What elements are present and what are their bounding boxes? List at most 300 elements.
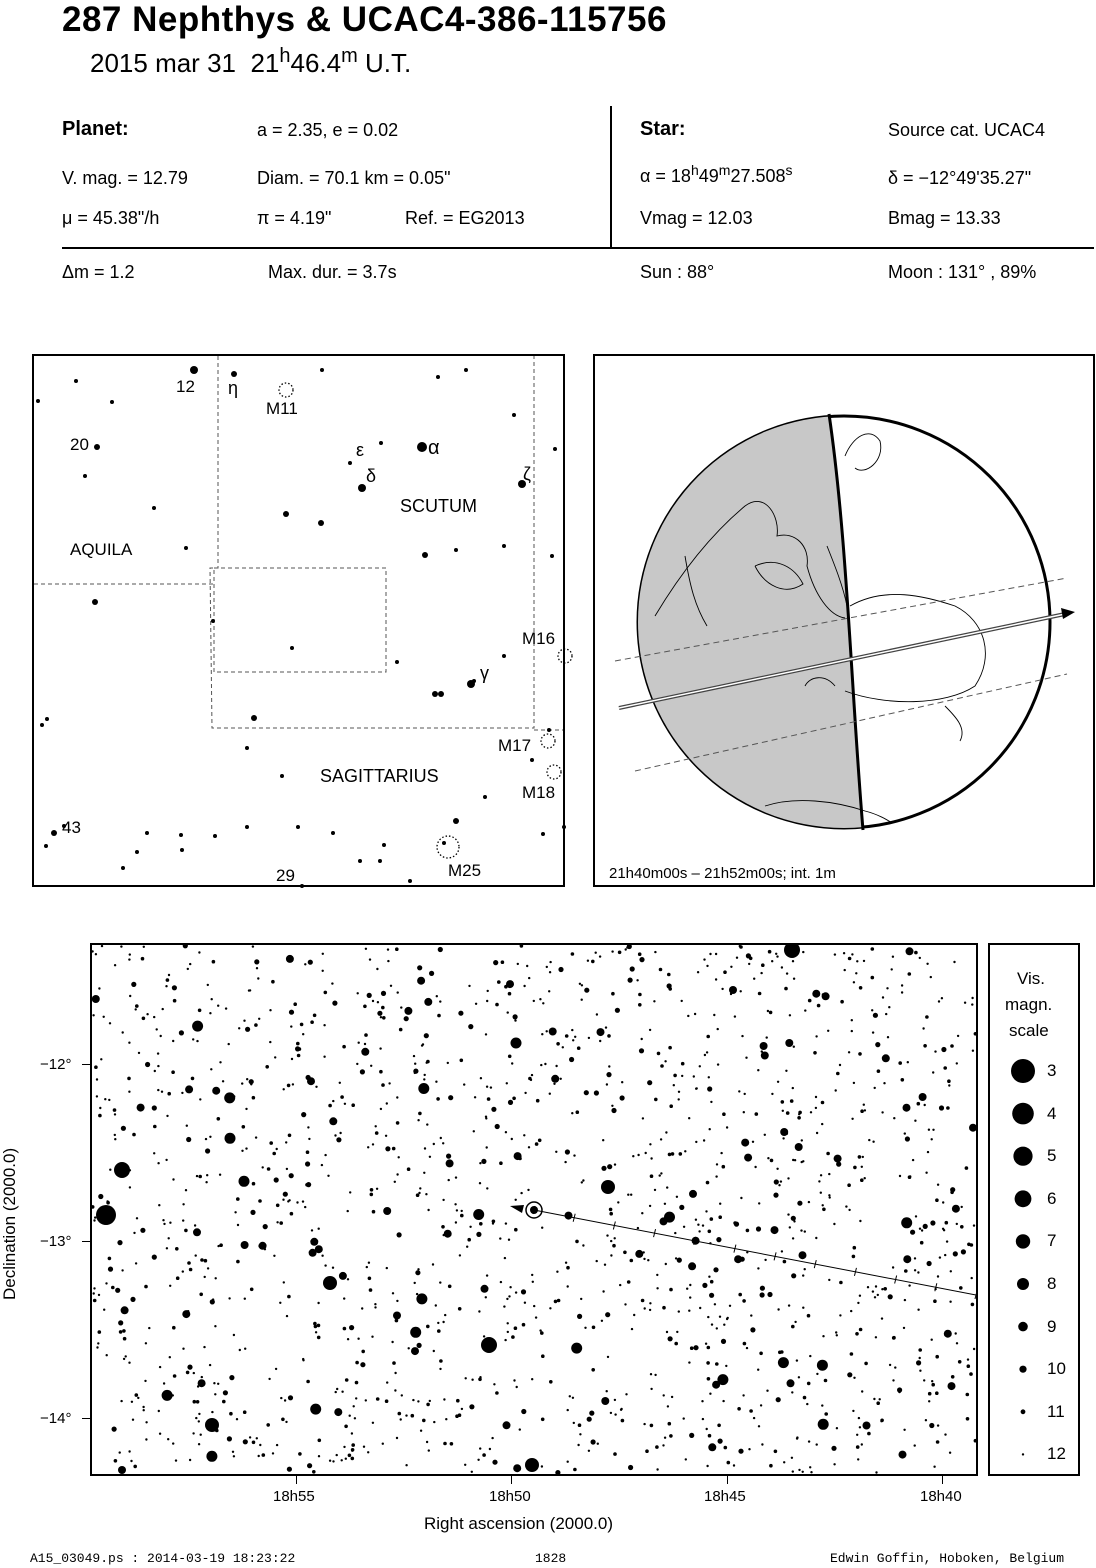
field-star [169, 1222, 171, 1224]
field-star [644, 1307, 646, 1309]
field-star [843, 952, 845, 954]
field-star [332, 1460, 334, 1462]
field-star [475, 1003, 477, 1005]
field-star [356, 1063, 358, 1065]
field-star [109, 1169, 111, 1171]
field-star [187, 968, 189, 970]
field-star [791, 1216, 796, 1221]
field-star [463, 1083, 465, 1085]
field-star [131, 982, 136, 987]
star-ra-min: 49 [698, 166, 719, 186]
field-star [660, 1138, 662, 1140]
field-star [367, 1146, 369, 1148]
field-star [812, 990, 820, 998]
field-star [803, 1396, 807, 1400]
field-star [371, 1336, 373, 1338]
field-star [152, 1255, 157, 1260]
field-star [859, 1426, 861, 1428]
field-star [548, 990, 550, 992]
field-star [523, 1134, 525, 1136]
field-star [256, 967, 258, 969]
field-star [285, 1141, 287, 1143]
field-star [630, 1194, 632, 1196]
star-dec: δ = −12°49'35.27" [888, 168, 1032, 188]
finder-star [290, 646, 294, 650]
field-star [848, 1209, 850, 1211]
field-star [302, 1200, 304, 1202]
field-star [666, 1331, 668, 1333]
finder-label: 20 [70, 435, 89, 454]
field-star [205, 1148, 210, 1153]
field-star [196, 1175, 198, 1177]
field-star [189, 963, 191, 965]
field-star [295, 1046, 300, 1051]
field-star [214, 1393, 216, 1395]
field-star [416, 1293, 418, 1295]
field-star [465, 1377, 467, 1379]
field-star [835, 1331, 837, 1333]
field-star [461, 1408, 463, 1410]
field-star [239, 1176, 250, 1187]
field-star [757, 1267, 759, 1269]
field-star [787, 1177, 789, 1179]
field-star [219, 1061, 221, 1063]
field-star [157, 1162, 159, 1164]
field-star [707, 1346, 711, 1350]
field-star [486, 1000, 488, 1002]
field-star [790, 1099, 794, 1103]
field-star [752, 1141, 754, 1143]
field-star [264, 1248, 266, 1250]
field-star [198, 1009, 202, 1013]
field-star [743, 1342, 747, 1346]
field-star [750, 1327, 755, 1332]
field-star [286, 1168, 288, 1170]
field-star [479, 1162, 481, 1164]
field-star [186, 1125, 188, 1127]
field-star [880, 1420, 882, 1422]
star-vmag: Vmag = 12.03 [640, 208, 753, 228]
field-star [334, 1408, 342, 1416]
field-star [459, 1254, 461, 1256]
legend-title: scale [1009, 1021, 1049, 1040]
field-star [546, 966, 548, 968]
field-star [281, 1418, 285, 1422]
field-star [290, 1212, 294, 1216]
field-star [304, 963, 306, 965]
field-star [947, 1079, 951, 1083]
field-star [101, 945, 103, 947]
field-star [400, 1006, 402, 1008]
field-star [386, 1267, 388, 1269]
field-star [401, 1394, 403, 1396]
field-star [460, 1059, 464, 1063]
field-star [909, 1175, 911, 1177]
field-star [385, 1399, 389, 1403]
field-star [857, 1458, 859, 1460]
field-star [414, 1282, 416, 1284]
field-star [573, 1468, 577, 1472]
ytick [82, 1418, 90, 1419]
field-star [372, 1000, 374, 1002]
field-star [925, 1419, 927, 1421]
field-star [245, 1108, 247, 1110]
field-star [391, 1341, 393, 1343]
field-star [394, 1181, 396, 1183]
legend-mag-label: 9 [1047, 1316, 1057, 1336]
field-star [941, 997, 943, 999]
field-star [145, 1062, 150, 1067]
field-star [154, 1070, 156, 1072]
field-star [495, 1003, 499, 1007]
field-star [181, 1092, 183, 1094]
field-star [815, 1107, 817, 1109]
field-star [800, 1229, 802, 1231]
field-star [242, 1125, 246, 1129]
field-star [754, 1166, 756, 1168]
field-star [288, 1134, 292, 1138]
field-star [400, 1418, 402, 1420]
field-star [723, 970, 727, 974]
finder-label: α [428, 437, 440, 459]
field-star [493, 1383, 495, 1385]
field-star [280, 1397, 282, 1399]
field-star [839, 1314, 841, 1316]
field-star [382, 1016, 386, 1020]
field-star [415, 1270, 420, 1275]
field-star [447, 1062, 449, 1064]
field-star [656, 1274, 658, 1276]
field-star [168, 974, 170, 976]
field-star [734, 1222, 739, 1227]
field-star [654, 1374, 656, 1376]
field-star [481, 1285, 489, 1293]
field-star [329, 1117, 337, 1125]
field-star [390, 985, 392, 987]
field-star [601, 1166, 606, 1171]
field-star [369, 958, 371, 960]
field-star [718, 1215, 722, 1219]
field-star [357, 1338, 359, 1340]
field-star [211, 1411, 213, 1413]
field-star [853, 1246, 857, 1250]
field-star [437, 1329, 441, 1333]
field-star [807, 1314, 811, 1318]
field-star [684, 1150, 686, 1152]
field-star [769, 1011, 773, 1015]
field-star [851, 1019, 853, 1021]
field-star [864, 1109, 866, 1111]
field-star [394, 1389, 396, 1391]
field-star [549, 1028, 557, 1036]
finder-labels [62, 377, 555, 885]
field-star [810, 1471, 812, 1473]
field-star [524, 1092, 526, 1094]
field-star [554, 1300, 558, 1304]
field-star [248, 989, 250, 991]
xtick [942, 1476, 943, 1484]
direction-arrow-icon [1061, 608, 1075, 619]
field-star [121, 1306, 129, 1314]
field-star [873, 1013, 878, 1018]
field-star [789, 1226, 791, 1228]
field-star [662, 1306, 666, 1310]
field-star [169, 1356, 171, 1358]
field-star [619, 1284, 621, 1286]
field-star [132, 1133, 136, 1137]
field-star [617, 1201, 619, 1203]
field-star [758, 1202, 760, 1204]
field-star [123, 1337, 127, 1341]
field-star [703, 1139, 705, 1141]
field-star [245, 1147, 247, 1149]
field-star [396, 1173, 398, 1175]
field-star [322, 953, 324, 955]
field-star [649, 1302, 651, 1304]
field-star [549, 971, 551, 973]
hour-unit: h [279, 45, 291, 67]
field-star [217, 1383, 219, 1385]
field-star [710, 1101, 712, 1103]
field-star [973, 1348, 975, 1350]
field-star [966, 1393, 970, 1397]
field-star [506, 1298, 508, 1300]
field-star [713, 1014, 715, 1016]
field-star [663, 1394, 665, 1396]
field-star [313, 1322, 317, 1326]
field-star [349, 1191, 351, 1193]
field-star [135, 1262, 137, 1264]
field-star [423, 1078, 425, 1080]
field-star [964, 1002, 966, 1004]
field-star [716, 1327, 718, 1329]
field-star [744, 1154, 752, 1162]
field-star [874, 1296, 876, 1298]
field-star [411, 1347, 419, 1355]
field-star [287, 1200, 289, 1202]
field-star [315, 1245, 323, 1253]
finder-star [483, 795, 487, 799]
field-star [172, 1394, 174, 1396]
field-star [408, 1347, 410, 1349]
field-star [443, 1398, 445, 1400]
finder-star [245, 825, 249, 829]
field-star [368, 1277, 372, 1281]
field-star [394, 1372, 396, 1374]
field-star [853, 981, 855, 983]
field-star [323, 1056, 325, 1058]
field-star [214, 1325, 216, 1327]
field-star [363, 1446, 365, 1448]
field-star [641, 1299, 645, 1303]
field-star [353, 1405, 355, 1407]
bright-star [114, 1162, 130, 1178]
field-star [625, 1393, 627, 1395]
field-star [276, 1148, 278, 1150]
field-star [689, 1284, 691, 1286]
field-star [804, 1230, 806, 1232]
field-star [191, 1077, 195, 1081]
field-star [549, 1380, 553, 1384]
field-star [114, 1459, 118, 1463]
field-star [438, 947, 443, 952]
field-star [836, 1334, 838, 1336]
field-star [508, 1055, 512, 1059]
field-star [907, 1061, 909, 1063]
field-star [348, 1454, 352, 1458]
field-star [806, 1403, 808, 1405]
finder-star [231, 371, 237, 377]
field-star [668, 1153, 672, 1157]
finder-star [36, 399, 40, 403]
planet-parallax: π = 4.19" [257, 208, 332, 228]
field-star [501, 960, 505, 964]
field-star [96, 1346, 98, 1348]
field-star [445, 1418, 447, 1420]
field-star [904, 1299, 906, 1301]
finder-label: M11 [266, 399, 298, 418]
field-star [351, 1432, 353, 1434]
field-star [395, 947, 399, 951]
field-star [120, 1400, 122, 1402]
field-star [708, 1076, 710, 1078]
field-star [796, 1436, 798, 1438]
field-star [312, 1470, 316, 1474]
field-star [912, 1159, 914, 1161]
field-star [604, 1264, 606, 1266]
field-star [549, 961, 551, 963]
field-star [914, 1444, 916, 1446]
field-star [135, 1393, 139, 1397]
field-star [381, 1006, 385, 1010]
field-star [605, 1026, 607, 1028]
field-star [471, 1379, 473, 1381]
field-star [666, 1186, 668, 1188]
field-star [850, 1352, 854, 1356]
field-star [713, 1267, 718, 1272]
field-star [365, 1399, 367, 1401]
legend-dot [1022, 1453, 1024, 1455]
field-star [361, 1048, 369, 1056]
field-star [771, 960, 773, 962]
field-star [142, 1017, 146, 1021]
field-star [165, 985, 167, 987]
field-star [716, 1237, 721, 1242]
field-star [349, 1325, 354, 1330]
field-star [141, 957, 145, 961]
field-star [766, 1390, 768, 1392]
field-star [793, 1046, 795, 1048]
field-star [241, 1241, 249, 1249]
field-star [576, 1110, 580, 1114]
field-star [687, 1015, 689, 1017]
field-star [783, 1260, 787, 1264]
field-star [761, 963, 765, 967]
field-star [424, 1033, 429, 1038]
field-star [491, 1107, 496, 1112]
ytick-label: −13° [40, 1233, 72, 1250]
field-star [571, 952, 575, 956]
field-star [105, 1282, 107, 1284]
field-star [417, 1400, 419, 1402]
legend-mag-label: 10 [1047, 1359, 1066, 1379]
field-star [239, 1349, 241, 1351]
field-star [946, 1106, 950, 1110]
field-star [549, 1307, 551, 1309]
field-star [715, 1362, 719, 1366]
field-star [654, 1098, 658, 1102]
field-star [395, 1319, 399, 1323]
field-star [321, 1164, 323, 1166]
field-star [662, 1444, 664, 1446]
finder-star [395, 660, 399, 664]
field-star [206, 1174, 208, 1176]
field-star [455, 1414, 459, 1418]
field-star [710, 1280, 714, 1284]
field-star [855, 972, 857, 974]
field-star [458, 1307, 462, 1311]
field-star [133, 1465, 137, 1469]
field-star [834, 953, 836, 955]
field-star [615, 1008, 620, 1013]
field-star [667, 973, 671, 977]
bright-star [481, 1337, 497, 1353]
field-star [167, 1092, 171, 1096]
field-star [683, 1417, 685, 1419]
finder-label: ζ [523, 464, 531, 484]
track-arrow-icon [510, 1205, 524, 1213]
field-star [367, 1451, 369, 1453]
field-star [717, 1374, 728, 1385]
finder-star [74, 379, 78, 383]
field-star [276, 1221, 278, 1223]
field-star [709, 1128, 711, 1130]
field-star [808, 999, 812, 1003]
bright-star [323, 1276, 337, 1290]
legend-dot [1017, 1278, 1029, 1290]
field-star [182, 1219, 184, 1221]
field-star [466, 1246, 468, 1248]
field-star [232, 1451, 234, 1453]
field-star [858, 1155, 862, 1159]
field-star [958, 1360, 962, 1364]
finder-star [442, 841, 446, 845]
field-star [871, 947, 875, 951]
field-star [200, 1258, 204, 1262]
field-star [508, 1239, 510, 1241]
field-star [478, 1310, 480, 1312]
field-star [935, 1198, 939, 1202]
field-star [315, 1331, 317, 1333]
field-star [828, 1279, 830, 1281]
legend-dot [1015, 1190, 1032, 1207]
field-star [971, 997, 973, 999]
field-star [839, 1281, 843, 1285]
field-star [493, 960, 498, 965]
field-star [200, 1434, 202, 1436]
field-star [686, 1288, 688, 1290]
field-star [448, 1095, 453, 1100]
finder-star [110, 400, 114, 404]
field-star [520, 1192, 522, 1194]
field-star [413, 1055, 415, 1057]
field-star [424, 1074, 426, 1076]
field-star [439, 1281, 441, 1283]
field-star [535, 1142, 539, 1146]
sun-elongation: Sun : 88° [640, 262, 715, 282]
field-star [256, 1437, 258, 1439]
field-star [892, 1266, 894, 1268]
